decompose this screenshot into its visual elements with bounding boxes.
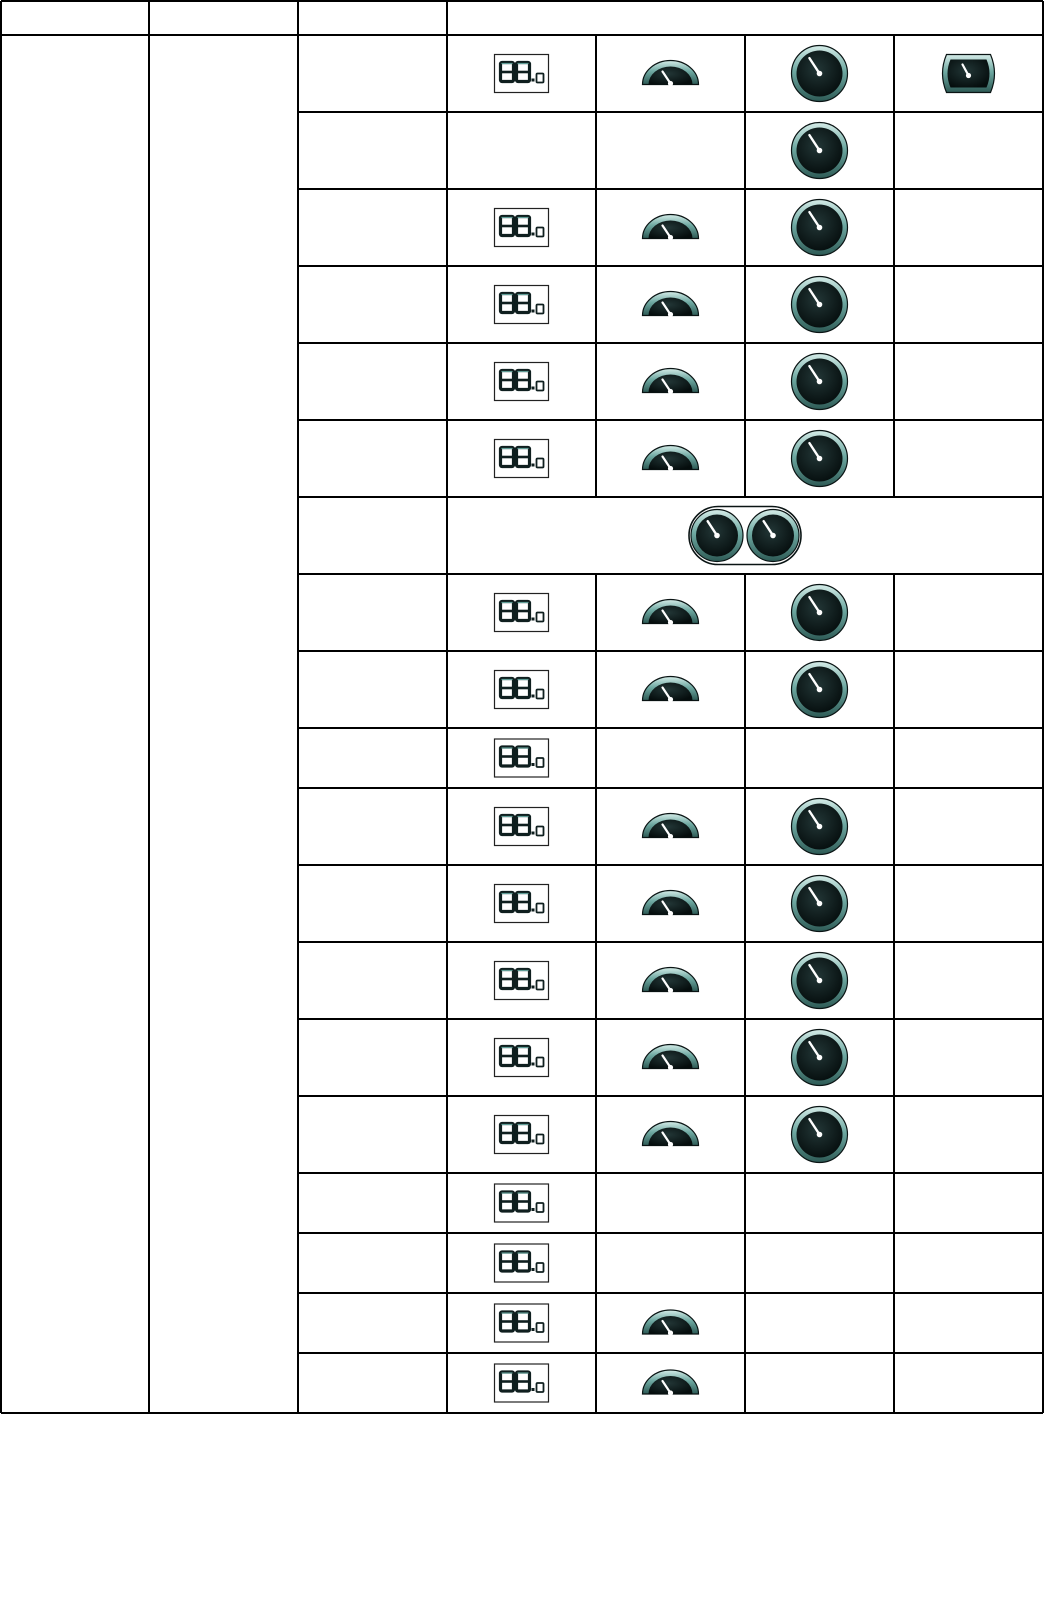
- digital-readout-icon: [495, 1244, 549, 1282]
- digital-readout-icon: [495, 885, 549, 923]
- half-gauge-icon: [643, 677, 699, 703]
- digital-readout-icon: [495, 286, 549, 324]
- half-gauge-icon: [643, 215, 699, 241]
- round-gauge-icon: [792, 1107, 848, 1163]
- digital-readout-icon: [495, 808, 549, 846]
- digital-readout-icon: [495, 209, 549, 247]
- round-gauge-icon: [792, 123, 848, 179]
- digital-readout-icon: [495, 1116, 549, 1154]
- round-gauge-icon: [792, 431, 848, 487]
- half-gauge-icon: [643, 446, 699, 472]
- half-gauge-icon: [643, 600, 699, 626]
- half-gauge-icon: [643, 1122, 699, 1148]
- half-gauge-icon: [643, 1310, 699, 1336]
- round-gauge-icon: [792, 585, 848, 641]
- half-gauge-icon: [643, 1370, 699, 1396]
- digital-readout-icon: [495, 1184, 549, 1222]
- round-gauge-icon: [792, 876, 848, 932]
- digital-readout-icon: [495, 594, 549, 632]
- digital-readout-icon: [495, 363, 549, 401]
- half-gauge-icon: [643, 814, 699, 840]
- digital-readout-icon: [495, 739, 549, 777]
- digital-readout-icon: [495, 962, 549, 1000]
- half-gauge-icon: [643, 369, 699, 395]
- round-gauge-icon: [792, 46, 848, 102]
- half-gauge-icon: [643, 891, 699, 917]
- half-gauge-icon: [643, 968, 699, 994]
- digital-readout-icon: [495, 671, 549, 709]
- digital-readout-icon: [495, 55, 549, 93]
- digital-readout-icon: [495, 1039, 549, 1077]
- round-gauge-icon: [792, 799, 848, 855]
- round-gauge-icon: [792, 200, 848, 256]
- round-gauge-icon: [792, 662, 848, 718]
- round-gauge-icon: [747, 510, 799, 562]
- round-gauge-icon: [792, 1030, 848, 1086]
- half-gauge-icon: [643, 292, 699, 318]
- round-gauge-icon: [691, 510, 743, 562]
- half-gauge-icon: [643, 61, 699, 87]
- round-gauge-icon: [792, 277, 848, 333]
- digital-readout-icon: [495, 1304, 549, 1342]
- digital-readout-icon: [495, 440, 549, 478]
- round-gauge-icon: [792, 953, 848, 1009]
- wide-gauge-icon: [943, 55, 995, 93]
- round-gauge-icon: [792, 354, 848, 410]
- digital-readout-icon: [495, 1364, 549, 1402]
- half-gauge-icon: [643, 1045, 699, 1071]
